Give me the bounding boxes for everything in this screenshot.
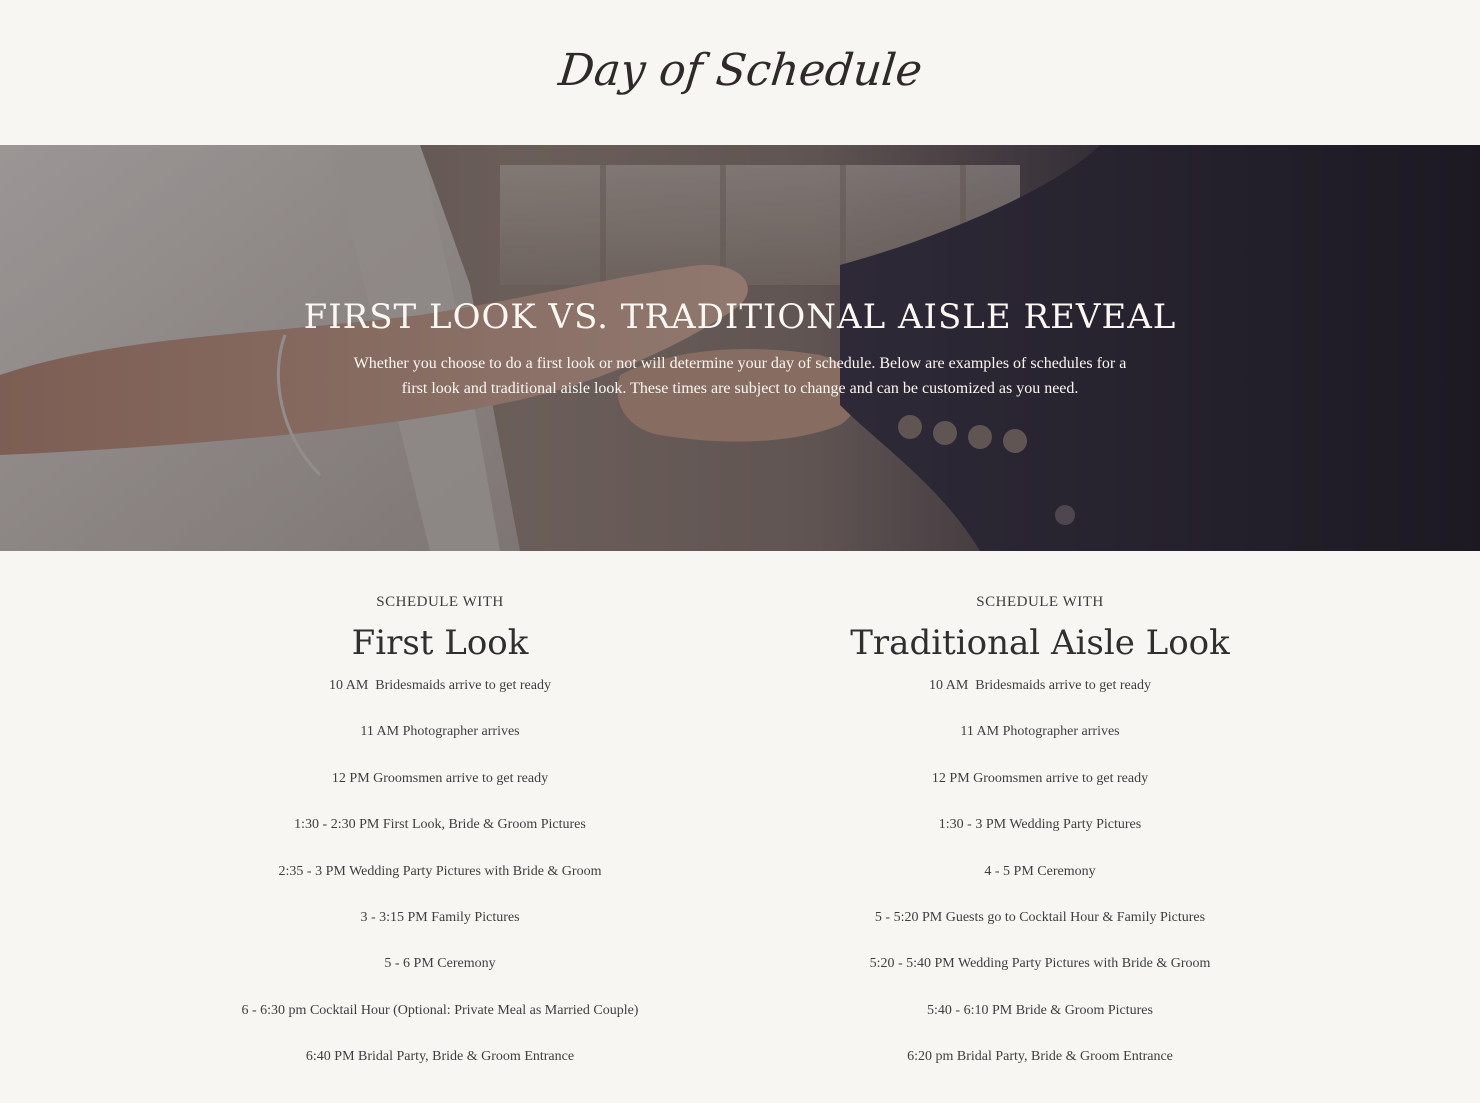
schedule-first-look-pretitle: SCHEDULE WITH (376, 594, 504, 610)
schedule-item: 4 - 5 PM Ceremony (984, 863, 1096, 879)
schedule-item: 6 - 6:30 pm Cocktail Hour (Optional: Private Meal as Married Couple) (241, 1002, 639, 1018)
schedule-item: 11 AM Photographer arrives (960, 724, 1120, 740)
schedule-traditional-list (740, 676, 1340, 1094)
schedule-item: 11 AM Photographer arrives (360, 724, 520, 740)
schedule-item: 10 AM Bridesmaids arrive to get ready (328, 678, 551, 693)
schedule-item: 12 PM Groomsmen arrive to get ready (331, 770, 549, 786)
page-header (0, 0, 1480, 145)
schedule-item: 6:40 PM Bridal Party, Bride & Groom Entrance (305, 1049, 575, 1065)
schedule-item: 1:30 - 3 PM Wedding Party Pictures (938, 817, 1142, 833)
schedule-first-look-title: First Look (351, 623, 529, 663)
schedule-item: 5:20 - 5:40 PM Wedding Party Pictures with Bride & Groom (869, 956, 1211, 972)
schedule-item: 3 - 3:15 PM Family Pictures (360, 909, 520, 925)
schedule-item: 5 - 5:20 PM Guests go to Cocktail Hour & Family Pictures (874, 909, 1206, 925)
schedule-item: 12 PM Groomsmen arrive to get ready (931, 770, 1149, 786)
schedule-item: 5 - 6 PM Ceremony (384, 956, 496, 972)
schedule-item: 1:30 - 2:30 PM First Look, Bride & Groom Pictures (294, 817, 586, 833)
hero-banner (0, 145, 1480, 551)
schedule-first-look (140, 551, 740, 1094)
schedule-traditional (740, 551, 1340, 1094)
schedule-first-look-list (140, 676, 740, 1094)
schedule-item: 2:35 - 3 PM Wedding Party Pictures with Bride & Groom (278, 863, 602, 879)
hero-content (0, 297, 1480, 401)
hero-title: FIRST LOOK VS. TRADITIONAL AISLE REVEAL (303, 297, 1177, 337)
page-title: Day of Schedule (555, 45, 925, 96)
schedule-item: 5:40 - 6:10 PM Bride & Groom Pictures (927, 1002, 1153, 1018)
schedule-traditional-pretitle: SCHEDULE WITH (976, 594, 1104, 610)
schedule-item: 6:20 pm Bridal Party, Bride & Groom Entrance (907, 1049, 1173, 1065)
hero-description: Whether you choose to do a first look or not will determine your day of schedule. Below are examples of schedules for a first look and traditional aisle look. These times are subject to change and can be customized as you need. (353, 355, 1127, 397)
schedule-item: 10 AM Bridesmaids arrive to get ready (928, 678, 1151, 693)
schedule-traditional-title: Traditional Aisle Look (850, 623, 1230, 663)
schedules-section (0, 551, 1480, 1094)
